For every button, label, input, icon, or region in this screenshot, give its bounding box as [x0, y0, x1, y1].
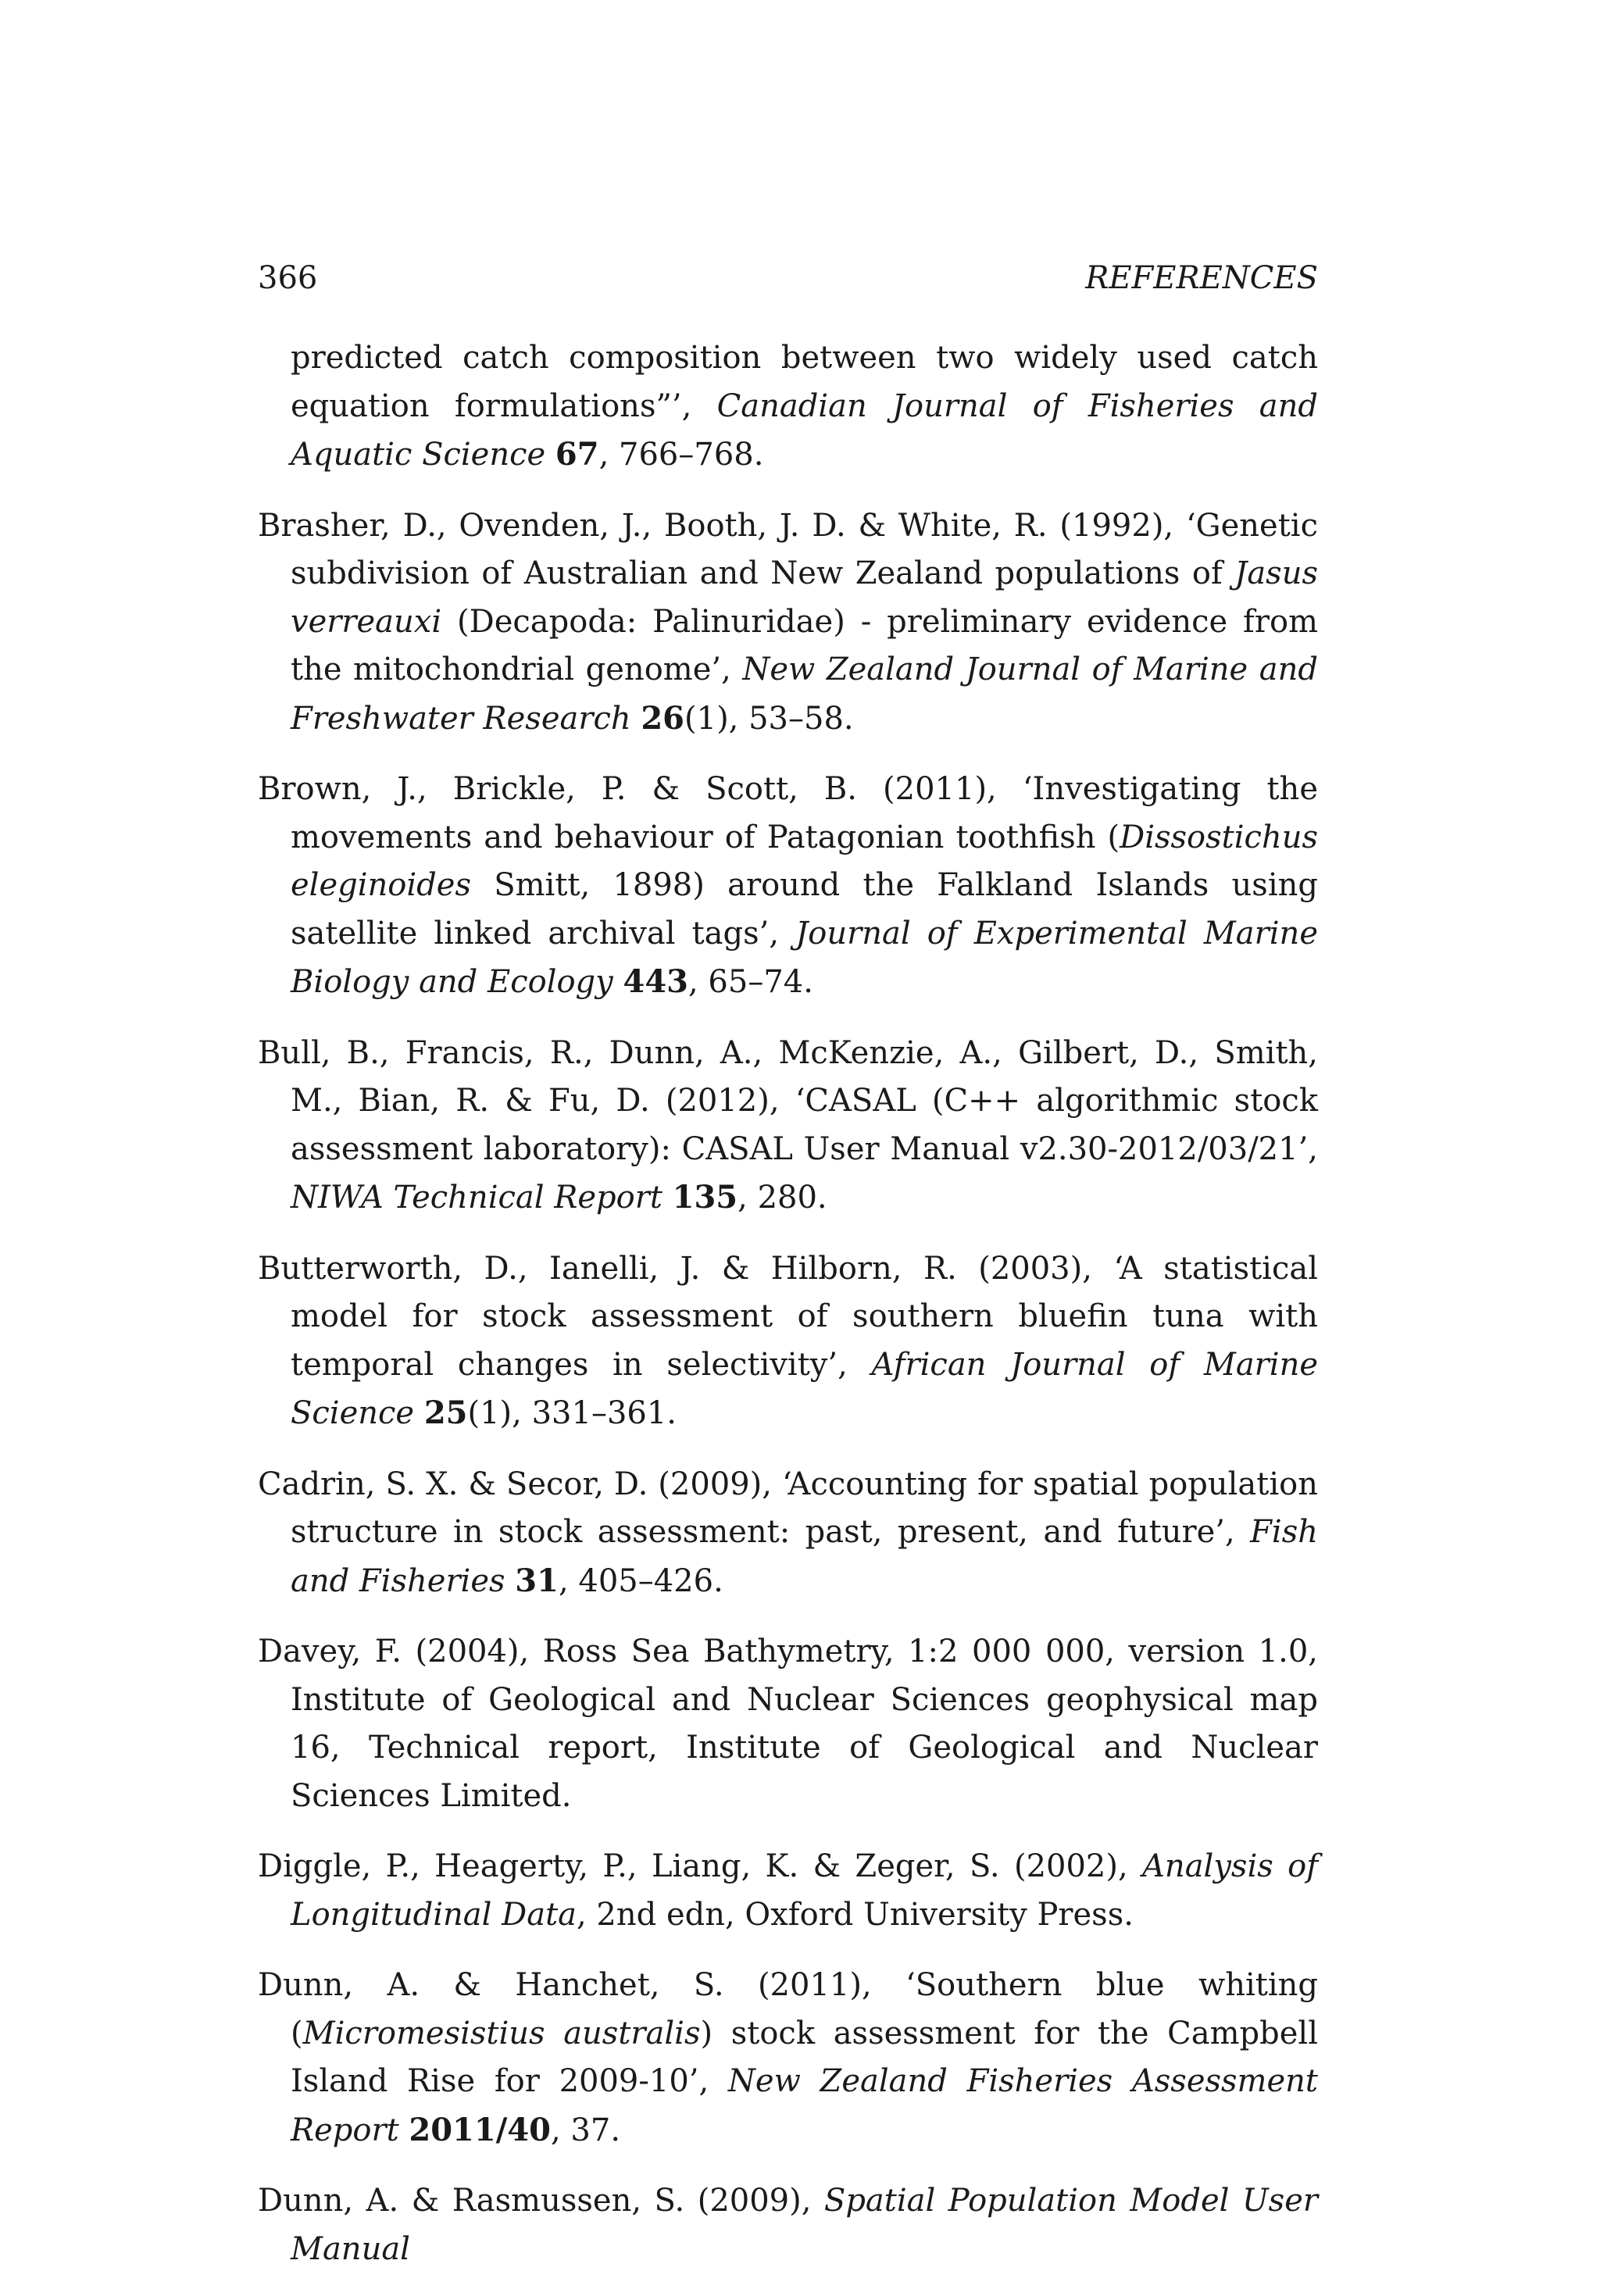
reference-volume: 31: [515, 1562, 559, 1599]
reference-pages: , 405–426.: [558, 1562, 723, 1599]
reference-volume: 26: [641, 699, 685, 737]
reference-rest: , 2nd edn, Oxford University Press.: [577, 1896, 1134, 1933]
reference-pages: , 280.: [738, 1180, 827, 1216]
reference-pages: (1), 53–58.: [684, 700, 854, 737]
page-number: 366: [258, 260, 318, 296]
reference-title-rest: Smitt, 1898) around the Falkland Islands using satellite linked archival tags’,: [291, 867, 1318, 952]
reference-venue: New Zealand Fisheries Assessment Report: [291, 2063, 1318, 2148]
reference-volume: 443: [623, 963, 688, 1000]
reference-title-rest: (Decapoda: Palinuridae) - preliminary evidence from the mitochondrial genome’,: [291, 603, 1318, 687]
reference-species: Jasus verreauxi: [291, 555, 1318, 640]
reference-title-rest: ) stock assessment for the Campbell Island Rise for 2009-10’,: [291, 2015, 1319, 2099]
reference-text: Butterworth, D., Ianelli, J. & Hilborn, R. (2003), ‘A statistical model for stock assessment of southern bluefin tuna with temporal changes in selectivity’,: [258, 1250, 1318, 1383]
reference-venue: African Journal of Marine Science: [291, 1346, 1319, 1431]
reference-text: Brown, J., Brickle, P. & Scott, B. (2011), ‘Investigating the movements and behaviour of Patagonian toothfish (: [258, 771, 1318, 855]
reference-entry-diggle-2002: [258, 1843, 1318, 1939]
reference-volume: 25: [423, 1394, 468, 1431]
reference-venue: Journal of Experimental Marine Biology and Ecology: [291, 915, 1318, 1000]
reference-venue: NIWA Technical Report: [291, 1180, 662, 1216]
reference-list: [258, 334, 1318, 2296]
reference-volume: 2011/40: [409, 2111, 551, 2148]
running-head: [258, 255, 1318, 302]
reference-text: Dunn, A. & Rasmussen, S. (2009),: [258, 2183, 824, 2219]
reference-pages: , 766–768.: [598, 437, 764, 473]
reference-entry-butterworth-2003: [258, 1245, 1318, 1438]
reference-entry-cadrin-2009: [258, 1461, 1318, 1606]
reference-entry-bull-2012: [258, 1030, 1318, 1223]
reference-text: Bull, B., Francis, R., Dunn, A., McKenzie, A., Gilbert, D., Smith, M., Bian, R. & Fu, D. (2012), ‘CASAL (C++ algorithmic stock assessment laboratory): CASAL User Manual v2.30-2012/03/21’,: [258, 1034, 1318, 1167]
reference-entry-continued: [258, 334, 1318, 480]
reference-species: Dissostichus eleginoides: [291, 819, 1318, 903]
reference-entry-dunn-rasmussen-2009: [258, 2177, 1318, 2273]
reference-venue: Canadian Journal of Fisheries and Aquatic Science: [291, 387, 1318, 473]
reference-book-title: Analysis of Longitudinal Data: [291, 1848, 1319, 1933]
reference-pages: (1), 331–361.: [467, 1395, 677, 1431]
section-title: REFERENCES: [1085, 260, 1318, 296]
reference-text: Diggle, P., Heagerty, P., Liang, K. & Zeger, S. (2002),: [258, 1848, 1143, 1884]
reference-entry-dunn-hanchet-2011: [258, 1962, 1318, 2155]
reference-text: Cadrin, S. X. & Secor, D. (2009), ‘Accounting for spatial population structure in stock assessment: past, present, and future’,: [258, 1466, 1318, 1550]
reference-text: predicted catch composition between two widely used catch equation formulations”’,: [291, 340, 1318, 424]
reference-pages: , 65–74.: [688, 964, 813, 1000]
reference-entry-brasher-1992: [258, 502, 1318, 744]
reference-text: Brasher, D., Ovenden, J., Booth, J. D. & White, R. (1992), ‘Genetic subdivision of Australian and New Zealand populations of: [258, 507, 1318, 591]
reference-entry-brown-2011: [258, 766, 1318, 1007]
reference-book-title: Spatial Population Model User Manual: [291, 2183, 1318, 2267]
reference-volume: 135: [672, 1179, 738, 1216]
reference-pages: , 37.: [551, 2112, 621, 2148]
reference-volume: 67: [555, 436, 599, 473]
reference-species: Micromesistius australis: [302, 2015, 701, 2051]
reference-text: Dunn, A. & Hanchet, S. (2011), ‘Southern blue whiting (: [258, 1967, 1318, 2051]
reference-venue: New Zealand Journal of Marine and Freshwater Research: [291, 652, 1318, 737]
reference-text: Davey, F. (2004), Ross Sea Bathymetry, 1:2 000 000, version 1.0, Institute of Geological and Nuclear Sciences geophysical map 16, Technical report, Institute of Geological and Nuclear Sciences Limited.: [258, 1634, 1318, 1814]
reference-entry-davey-2004: [258, 1628, 1318, 1820]
reference-venue: Fish and Fisheries: [291, 1514, 1318, 1599]
